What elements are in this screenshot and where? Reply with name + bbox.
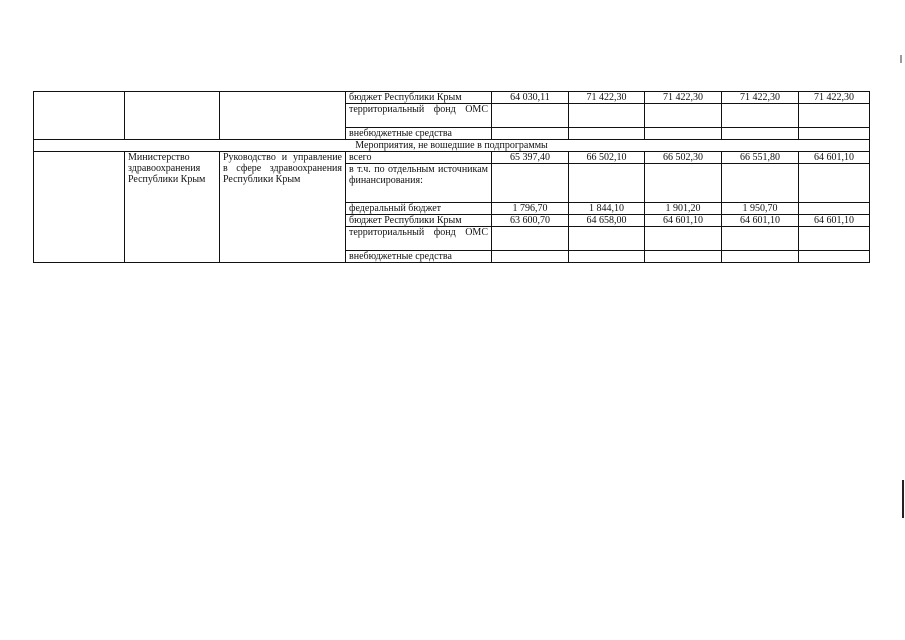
source-label: территориальный фонд ОМС [346, 227, 492, 251]
value-cell: 64 601,10 [799, 215, 870, 227]
value-cell [645, 251, 722, 263]
scan-edge-mark [902, 480, 904, 518]
section-row [34, 140, 870, 152]
source-label: бюджет Республики Крым [346, 215, 492, 227]
source-label: территориальный фонд ОМС [346, 104, 492, 128]
source-label: внебюджетные средства [346, 128, 492, 140]
value-cell [492, 227, 569, 251]
empty-cell [34, 152, 125, 263]
value-cell [569, 227, 645, 251]
value-cell [569, 164, 645, 203]
value-cell: 71 422,30 [569, 92, 645, 104]
empty-cell [125, 92, 220, 140]
value-cell [492, 128, 569, 140]
value-cell [722, 128, 799, 140]
value-cell: 66 551,80 [722, 152, 799, 164]
value-cell: 63 600,70 [492, 215, 569, 227]
value-cell [645, 227, 722, 251]
value-cell [569, 251, 645, 263]
value-cell [492, 251, 569, 263]
value-cell: 1 844,10 [569, 203, 645, 215]
value-cell: 64 658,00 [569, 215, 645, 227]
value-cell: 1 901,20 [645, 203, 722, 215]
value-cell [645, 164, 722, 203]
value-cell: 71 422,30 [799, 92, 870, 104]
value-cell: 65 397,40 [492, 152, 569, 164]
value-cell [569, 104, 645, 128]
value-cell: 1 950,70 [722, 203, 799, 215]
source-label: федеральный бюджет [346, 203, 492, 215]
value-cell: 66 502,30 [645, 152, 722, 164]
executor-cell: Министерство здравоохранения Республики Крым [125, 152, 220, 263]
value-cell [799, 227, 870, 251]
value-cell: 64 601,10 [645, 215, 722, 227]
value-cell: 64 030,11 [492, 92, 569, 104]
page-corner-mark [900, 55, 902, 63]
value-cell: 71 422,30 [645, 92, 722, 104]
value-cell [569, 128, 645, 140]
empty-cell [34, 92, 125, 140]
value-cell [799, 104, 870, 128]
value-cell: 64 601,10 [722, 215, 799, 227]
source-label: внебюджетные средства [346, 251, 492, 263]
value-cell: 71 422,30 [722, 92, 799, 104]
value-cell [722, 104, 799, 128]
value-cell [645, 128, 722, 140]
section-title: Мероприятия, не вошедшие в подпрограммы [34, 140, 870, 152]
value-cell [492, 164, 569, 203]
table-row [34, 152, 870, 164]
source-label: в т.ч. по отдельным источникам финансирования: [346, 164, 492, 203]
value-cell: 64 601,10 [799, 152, 870, 164]
value-cell [492, 104, 569, 128]
financing-table [33, 91, 870, 263]
empty-cell [220, 92, 346, 140]
value-cell [799, 203, 870, 215]
activity-cell: Руководство и управление в сфере здравоохранения Республики Крым [220, 152, 346, 263]
value-cell [722, 251, 799, 263]
value-cell [799, 128, 870, 140]
value-cell [799, 251, 870, 263]
source-label: всего [346, 152, 492, 164]
value-cell [722, 164, 799, 203]
value-cell [799, 164, 870, 203]
source-label: бюджет Республики Крым [346, 92, 492, 104]
value-cell [722, 227, 799, 251]
value-cell: 1 796,70 [492, 203, 569, 215]
table-row [34, 92, 870, 104]
value-cell: 66 502,10 [569, 152, 645, 164]
value-cell [645, 104, 722, 128]
